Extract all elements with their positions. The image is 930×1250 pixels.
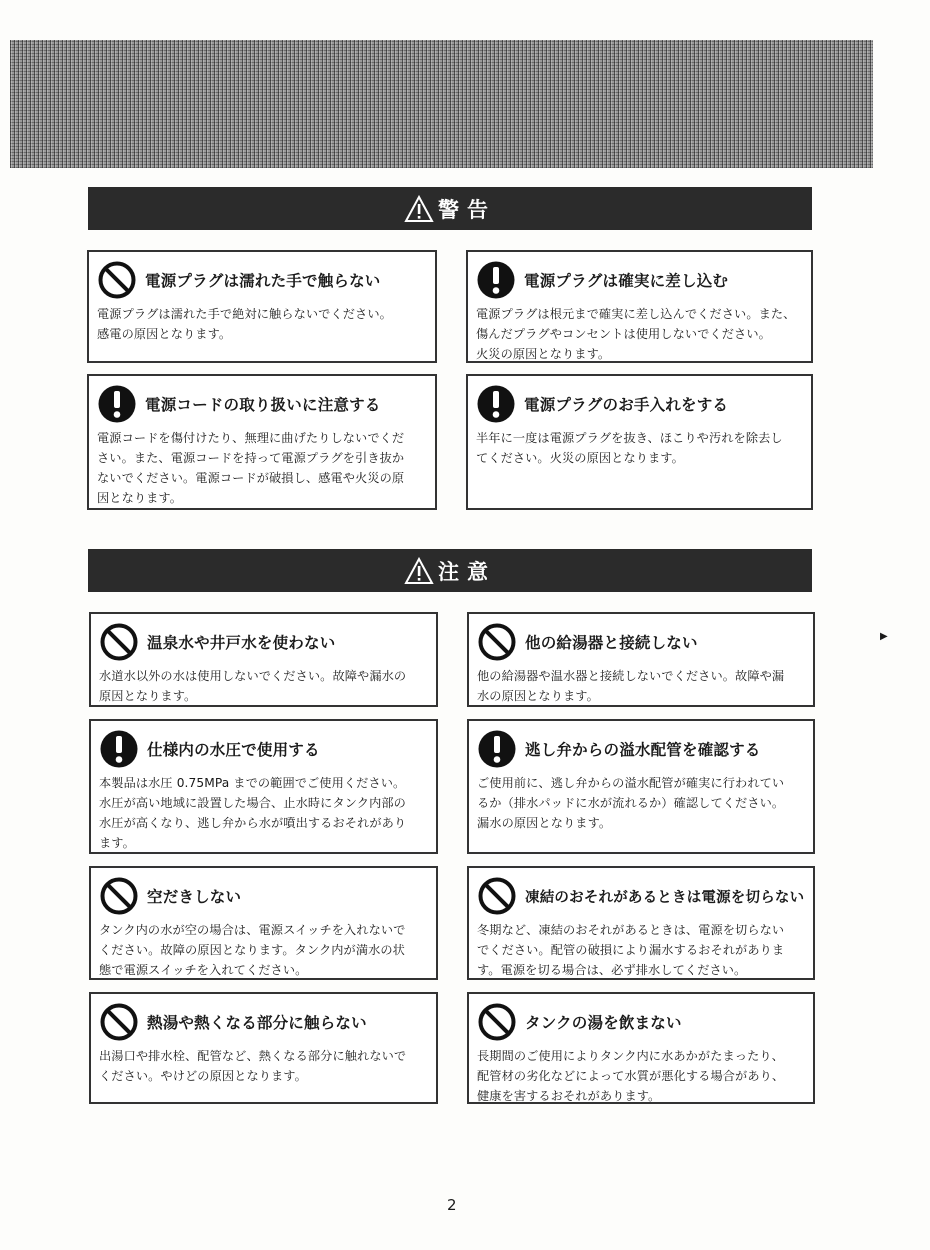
warning-title-cord-handling: 電源コードの取り扱いに注意する [145, 396, 381, 414]
mandatory-exclamation-icon [97, 384, 137, 424]
caution-body-relief-valve: ご使用前に、逃し弁からの溢水配管が確実に行われてい るか（排水パッドに水が流れるか）確認してください。 漏水の原因となります。 [477, 776, 785, 830]
warning-triangle-icon [404, 195, 434, 223]
edge-marker: ▶ [880, 631, 888, 642]
page-number: 2 [447, 1196, 457, 1214]
caution-box-empty-heating [89, 866, 438, 980]
caution-body-empty-heating: タンク内の水が空の場合は、電源スイッチを入れないで ください。故障の原因となります。タンク内が満水の状 態で電源スイッチを入れてください。 [99, 923, 406, 977]
warning-title-plug-care: 電源プラグのお手入れをする [524, 396, 729, 414]
caution-body-freezing: 冬期など、凍結のおそれがあるときは、電源を切らない でください。配管の破損により漏水するおそれがありま す。電源を切る場合は、必ず排水してください。 [477, 923, 785, 977]
prohibition-icon [477, 622, 517, 662]
warning-title-plug-insert: 電源プラグは確実に差し込む [524, 272, 729, 290]
warning-box-cord-handling [87, 374, 437, 510]
caution-title-empty-heating: 空だきしない [147, 888, 242, 906]
warning-title-wet-hands: 電源プラグは濡れた手で触らない [145, 272, 381, 290]
warning-body-cord-handling: 電源コードを傷付けたり、無理に曲げたりしないでくだ さい。また、電源コードを持って電源プラグを引き抜か ないでください。電源コードが破損し、感電や火災の原 因となります。 [97, 431, 405, 505]
caution-body-water-pressure: 本製品は水圧 0.75MPa までの範囲でご使用ください。 水圧が高い地域に設置した場合、止水時にタンク内部の 水圧が高くなり、逃し弁から水が噴出するおそれがあり ます。 [99, 776, 407, 850]
caution-body-tank-water: 長期間のご使用によりタンク内に水あかがたまったり、 配管材の劣化などによって水質が悪化する場合があり、 健康を害するおそれがあります。 [477, 1049, 785, 1103]
warning-triangle-icon [404, 557, 434, 585]
caution-box-water-pressure [89, 719, 438, 854]
caution-body-hot-parts: 出湯口や排水栓、配管など、熱くなる部分に触れないで ください。やけどの原因となります。 [99, 1049, 407, 1083]
prohibition-icon [97, 260, 137, 300]
mandatory-exclamation-icon [99, 729, 139, 769]
prohibition-icon [99, 1002, 139, 1042]
prohibition-icon [99, 876, 139, 916]
caution-title-other-heater: 他の給湯器と接続しない [525, 634, 698, 652]
header-hatch-banner [10, 40, 873, 168]
caution-box-hot-spring-water [89, 612, 438, 707]
prohibition-icon [477, 876, 517, 916]
warning-box-plug-insert [466, 250, 813, 363]
warning-body-plug-care: 半年に一度は電源プラグを抜き、ほこりや汚れを除去し てください。火災の原因となります。 [476, 431, 783, 465]
caution-title-freezing: 凍結のおそれがあるときは電源を切らない [525, 889, 805, 906]
prohibition-icon [477, 1002, 517, 1042]
caution-box-other-heater [467, 612, 815, 707]
caution-body-hot-spring-water: 水道水以外の水は使用しないでください。故障や漏水の 原因となります。 [99, 669, 407, 703]
warning-heading-bar [88, 187, 812, 230]
caution-title-relief-valve: 逃し弁からの溢水配管を確認する [525, 741, 761, 759]
caution-heading-bar [88, 549, 812, 592]
caution-title-water-pressure: 仕様内の水圧で使用する [147, 741, 320, 759]
caution-box-tank-water [467, 992, 815, 1104]
warning-heading-text: 警告 [438, 197, 496, 222]
caution-title-hot-parts: 熱湯や熱くなる部分に触らない [147, 1014, 367, 1032]
warning-body-plug-insert: 電源プラグは根元まで確実に差し込んでください。また、 傷んだプラグやコンセントは使用しないでください。 火災の原因となります。 [476, 307, 796, 361]
caution-box-hot-parts [89, 992, 438, 1104]
warning-body-wet-hands: 電源プラグは濡れた手で絶対に触らないでください。 感電の原因となります。 [97, 307, 392, 341]
caution-box-freezing [467, 866, 815, 980]
mandatory-exclamation-icon [477, 729, 517, 769]
mandatory-exclamation-icon [476, 260, 516, 300]
warning-box-wet-hands [87, 250, 437, 363]
warning-box-plug-care [466, 374, 813, 510]
prohibition-icon [99, 622, 139, 662]
mandatory-exclamation-icon [476, 384, 516, 424]
caution-title-tank-water: タンクの湯を飲まない [525, 1014, 682, 1032]
caution-title-hot-spring-water: 温泉水や井戸水を使わない [147, 634, 336, 652]
caution-heading-text: 注意 [438, 559, 496, 584]
caution-body-other-heater: 他の給湯器や温水器と接続しないでください。故障や漏 水の原因となります。 [477, 669, 785, 703]
caution-box-relief-valve [467, 719, 815, 854]
